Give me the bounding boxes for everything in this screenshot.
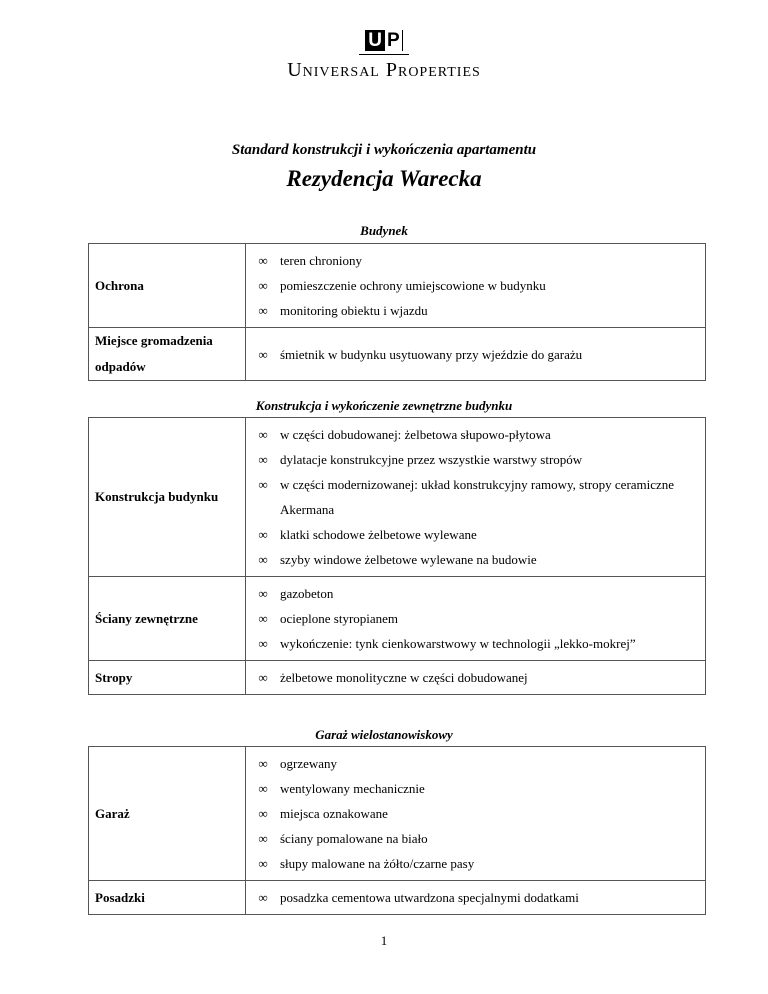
infinity-bullet-icon: ∞: [258, 586, 268, 601]
infinity-bullet-icon: ∞: [258, 477, 268, 492]
document-subtitle: Standard konstrukcji i wykończenia apartamentu: [231, 142, 537, 158]
infinity-bullet-icon: ∞: [258, 427, 268, 442]
row-items: [246, 418, 706, 577]
row-items: [246, 881, 706, 915]
infinity-bullet-icon: ∞: [258, 781, 268, 796]
row-label: Konstrukcja budynku: [89, 418, 246, 577]
spec-table-konstrukcja: [88, 417, 706, 695]
table-row: [89, 244, 706, 328]
table-row: [89, 328, 706, 381]
infinity-bullet-icon: ∞: [258, 303, 268, 318]
list-item: ∞ gazobeton: [246, 581, 705, 606]
row-label: Ściany zewnętrzne: [89, 577, 246, 661]
section-heading-garaz: Garaż wielostanowiskowy: [315, 727, 453, 742]
list-item: ∞ ocieplone styropianem: [246, 606, 705, 631]
infinity-bullet-icon: ∞: [258, 890, 268, 905]
row-label: Miejsce gromadzenia odpadów: [89, 328, 246, 381]
row-items: [246, 747, 706, 881]
page-number: 1: [380, 933, 388, 948]
infinity-bullet-icon: ∞: [258, 806, 268, 821]
company-logo: [0, 30, 768, 82]
list-item: ∞ teren chroniony: [246, 248, 705, 273]
list-item: ∞ w części modernizowanej: układ konstrukcyjny ramowy, stropy ceramiczne Akermana: [246, 472, 705, 522]
list-item: ∞ klatki schodowe żelbetowe wylewane: [246, 522, 705, 547]
list-item: ∞ wentylowany mechanicznie: [246, 776, 705, 801]
infinity-bullet-icon: ∞: [258, 670, 268, 685]
list-item: ∞ posadzka cementowa utwardzona specjalnymi dodatkami: [246, 885, 705, 910]
infinity-bullet-icon: ∞: [258, 756, 268, 771]
section-heading-budynek: Budynek: [360, 223, 408, 238]
infinity-bullet-icon: ∞: [258, 452, 268, 467]
list-item: ∞ pomieszczenie ochrony umiejscowione w budynku: [246, 273, 705, 298]
company-name: Universal Properties: [287, 59, 481, 81]
row-label: Stropy: [89, 661, 246, 695]
spec-table-garaz: [88, 746, 706, 915]
row-label: Garaż: [89, 747, 246, 881]
row-items: [246, 328, 706, 381]
table-row: [89, 747, 706, 881]
section-heading-konstrukcja: Konstrukcja i wykończenie zewnętrzne budynku: [255, 398, 513, 413]
spec-table-budynek: [88, 243, 706, 381]
infinity-bullet-icon: ∞: [258, 278, 268, 293]
infinity-bullet-icon: ∞: [258, 253, 268, 268]
table-row: [89, 881, 706, 915]
list-item: ∞ śmietnik w budynku usytuowany przy wjeździe do garażu: [246, 342, 705, 367]
infinity-bullet-icon: ∞: [258, 611, 268, 626]
document-title: Rezydencja Warecka: [286, 166, 482, 191]
list-item: ∞ monitoring obiektu i wjazdu: [246, 298, 705, 323]
list-item: ∞ szyby windowe żelbetowe wylewane na budowie: [246, 547, 705, 572]
infinity-bullet-icon: ∞: [258, 831, 268, 846]
row-label: Ochrona: [89, 244, 246, 328]
table-row: [89, 418, 706, 577]
logo-letter-u: U: [365, 30, 385, 51]
infinity-bullet-icon: ∞: [258, 636, 268, 651]
logo-mark: [359, 30, 408, 55]
list-item: ∞ żelbetowe monolityczne w części dobudowanej: [246, 665, 705, 690]
list-item: ∞ ściany pomalowane na biało: [246, 826, 705, 851]
list-item: ∞ wykończenie: tynk cienkowarstwowy w technologii „lekko-mokrej”: [246, 631, 705, 656]
infinity-bullet-icon: ∞: [258, 856, 268, 871]
infinity-bullet-icon: ∞: [258, 527, 268, 542]
list-item: ∞ w części dobudowanej: żelbetowa słupowo-płytowa: [246, 422, 705, 447]
table-row: [89, 661, 706, 695]
infinity-bullet-icon: ∞: [258, 552, 268, 567]
table-row: [89, 577, 706, 661]
logo-letter-p: P: [385, 30, 403, 51]
infinity-bullet-icon: ∞: [258, 346, 268, 362]
list-item: ∞ słupy malowane na żółto/czarne pasy: [246, 851, 705, 876]
list-item: ∞ miejsca oznakowane: [246, 801, 705, 826]
row-items: [246, 661, 706, 695]
row-items: [246, 577, 706, 661]
row-items: [246, 244, 706, 328]
row-label: Posadzki: [89, 881, 246, 915]
list-item: ∞ dylatacje konstrukcyjne przez wszystkie warstwy stropów: [246, 447, 705, 472]
list-item: ∞ ogrzewany: [246, 751, 705, 776]
